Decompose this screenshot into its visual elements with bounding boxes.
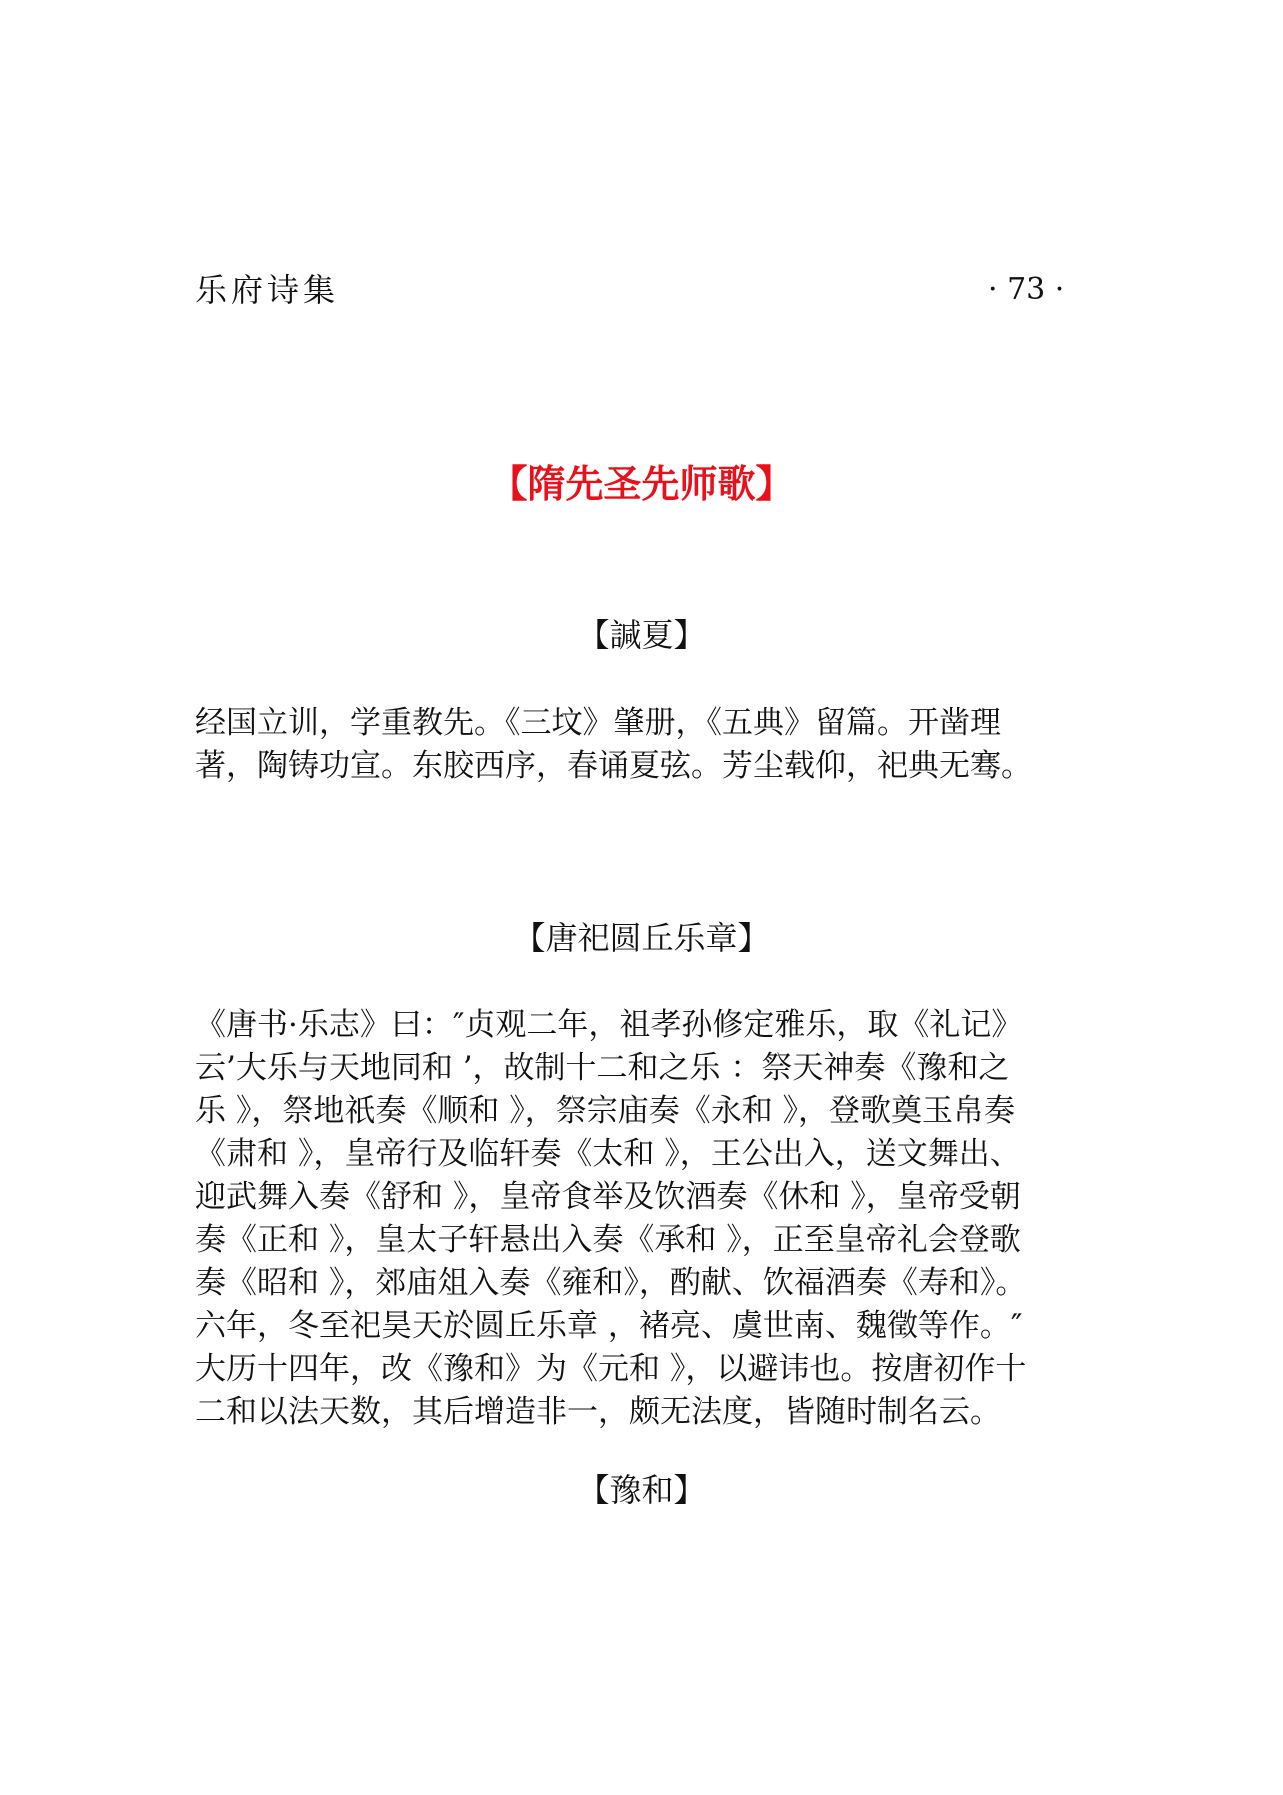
text-line: 大历十四年，改《豫和》为《元和 》，以避讳也。按唐初作十 xyxy=(195,1351,1027,1387)
text-line: 乐 》，祭地祇奏《顺和 》，祭宗庙奏《永和 》，登歌奠玉帛奏 xyxy=(195,1093,1016,1129)
text-line: 《唐书·乐志》曰：″贞观二年，祖孝孙修定雅乐，取《礼记》 xyxy=(195,1007,1023,1043)
section-paragraph-xianxia xyxy=(195,702,1090,788)
text-line: 著，陶铸功宣。东胶西序，春诵夏弦。芳尘载仰，祀典无骞。 xyxy=(195,748,1032,784)
page-number: · 73 · xyxy=(988,272,1065,307)
section-title-tang-yuanqiu: 【唐祀圆丘乐章】 xyxy=(513,919,770,957)
section-title-xianxia: 【諴夏】 xyxy=(577,616,706,654)
text-line: 二和以法天数，其后增造非一，颇无法度，皆随时制名云。 xyxy=(195,1394,1001,1430)
book-title: 乐府诗集 xyxy=(195,271,340,309)
text-line: 云’大乐与天地同和 ’，故制十二和之乐 ：祭天神奏《豫和之 xyxy=(195,1050,1010,1086)
text-line: 奏《正和 》，皇太子轩悬出入奏《承和 》，正至皇帝礼会登歌 xyxy=(195,1222,1021,1258)
text-line: 奏《昭和 》，郊庙俎入奏《雍和》，酌献、饮福酒奏《寿和》。 xyxy=(195,1265,1027,1301)
text-line: 六年，冬至祀昊天於圆丘乐章 ，褚亮、虞世南、魏徵等作。″ xyxy=(195,1308,1023,1344)
main-title: 【隋先圣先师歌】 xyxy=(489,462,794,506)
text-line: 迎武舞入奏《舒和 》，皇帝食举及饮酒奏《休和 》，皇帝受朝 xyxy=(195,1179,1021,1215)
text-line: 《肃和 》，皇帝行及临轩奏《太和 》，王公出入，送文舞出、 xyxy=(195,1136,1021,1172)
section-title-yuhe: 【豫和】 xyxy=(577,1471,706,1509)
section-paragraph-tang-yuanqiu xyxy=(195,1004,1090,1434)
text-line: 经国立训，学重教先。《三坟》肇册，《五典》留篇。开凿理 xyxy=(195,705,1001,741)
